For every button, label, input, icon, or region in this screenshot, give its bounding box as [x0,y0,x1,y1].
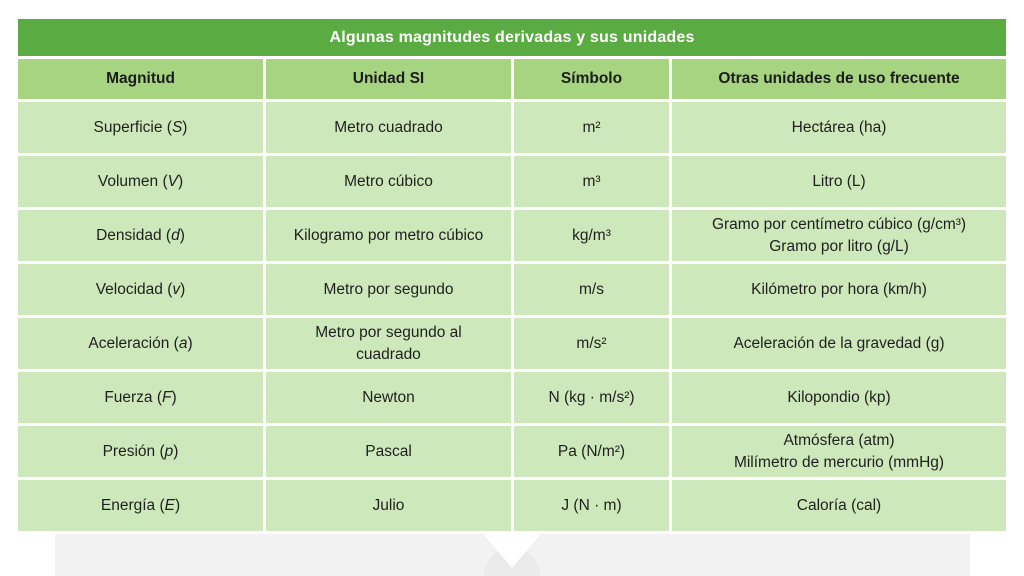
column-header-simbolo: Símbolo [514,59,669,99]
magnitud-cell [18,264,263,315]
otras-unidades-line: Litro (L) [812,172,866,190]
simbolo-cell: Pa (N/m²) [514,426,669,477]
magnitud-name: Volumen ( [97,172,168,190]
unidad-si-cell [266,264,511,315]
magnitud-symbol: S [171,118,183,136]
otras-unidades-line: Atmósfera (atm) [783,431,895,449]
column-header-unidad-si: Unidad SI [266,59,511,99]
magnitud-cell [18,426,263,477]
unidad-si-line: Newton [362,388,415,406]
magnitud-close: ) [182,118,188,136]
unidad-si-line: Metro cúbico [344,172,433,190]
unidad-si-line: Julio [372,496,405,514]
magnitud-cell [18,318,263,369]
simbolo-cell: m³ [514,156,669,207]
otras-unidades-line: Hectárea (ha) [791,118,887,136]
table-row [18,318,1006,369]
magnitud-symbol: a [178,334,188,352]
unidad-si-cell [266,102,511,153]
otras-unidades-cell [672,210,1006,261]
table-title-row [18,19,1006,56]
unidad-si-cell [266,426,511,477]
magnitud-name: Energía ( [100,496,165,514]
table-row [18,426,1006,477]
magnitud-cell [18,156,263,207]
simbolo-cell: m/s [514,264,669,315]
column-header-magnitud: Magnitud [18,59,263,99]
magnitud-close: ) [173,442,179,460]
magnitud-cell [18,480,263,531]
table-header-row [18,59,1006,99]
table-row [18,156,1006,207]
magnitud-close: ) [187,334,193,352]
table-row [18,264,1006,315]
table-row [18,210,1006,261]
units-table [15,16,1009,534]
magnitud-close: ) [179,226,185,244]
magnitud-name: Aceleración ( [88,334,179,352]
unidad-si-line: Metro cuadrado [334,118,443,136]
otras-unidades-cell [672,102,1006,153]
table-title: Algunas magnitudes derivadas y sus unidades [18,19,1006,56]
unidad-si-cell [266,372,511,423]
simbolo-cell: kg/m³ [514,210,669,261]
magnitud-cell [18,210,263,261]
otras-unidades-line: Kilopondio (kp) [787,388,891,406]
otras-unidades-line: Aceleración de la gravedad (g) [733,334,945,352]
page-background-notch [478,528,546,568]
unidad-si-line: cuadrado [356,345,421,363]
unidad-si-line: Pascal [365,442,412,460]
magnitud-cell [18,102,263,153]
otras-unidades-line: Gramo por litro (g/L) [769,237,909,255]
otras-unidades-cell [672,372,1006,423]
magnitud-close: ) [171,388,177,406]
table-row [18,372,1006,423]
magnitud-symbol: V [167,172,178,190]
simbolo-cell: N (kg · m/s²) [514,372,669,423]
simbolo-cell: m/s² [514,318,669,369]
otras-unidades-line: Kilómetro por hora (km/h) [751,280,927,298]
magnitud-name: Velocidad ( [95,280,173,298]
magnitud-cell [18,372,263,423]
unidad-si-cell [266,480,511,531]
magnitud-name: Fuerza ( [104,388,163,406]
simbolo-cell: J (N · m) [514,480,669,531]
table-row [18,480,1006,531]
magnitud-symbol: v [172,280,181,298]
column-header-otras-unidades: Otras unidades de uso frecuente [672,59,1006,99]
otras-unidades-cell [672,318,1006,369]
otras-unidades-line: Caloría (cal) [796,496,882,514]
otras-unidades-line: Gramo por centímetro cúbico (g/cm³) [711,215,967,233]
table-body [18,102,1006,531]
otras-unidades-line: Milímetro de mercurio (mmHg) [733,453,945,471]
magnitud-symbol: p [164,442,174,460]
otras-unidades-cell [672,480,1006,531]
magnitud-symbol: F [162,388,172,406]
simbolo-cell: m² [514,102,669,153]
magnitud-close: ) [180,280,186,298]
magnitud-symbol: d [171,226,180,244]
unidad-si-line: Metro por segundo [323,280,454,298]
magnitud-close: ) [177,172,184,190]
magnitud-close: ) [174,496,181,514]
magnitud-name: Presión ( [102,442,165,460]
unidad-si-line: Kilogramo por metro cúbico [293,226,484,244]
otras-unidades-cell [672,264,1006,315]
magnitud-name: Densidad ( [96,226,172,244]
units-table-frame [15,16,1006,525]
table-row [18,102,1006,153]
unidad-si-cell [266,210,511,261]
magnitud-name: Superficie ( [93,118,172,136]
otras-unidades-cell [672,426,1006,477]
magnitud-symbol: E [164,496,175,514]
otras-unidades-cell [672,156,1006,207]
unidad-si-cell [266,156,511,207]
unidad-si-line: Metro por segundo al [315,323,462,341]
unidad-si-cell [266,318,511,369]
